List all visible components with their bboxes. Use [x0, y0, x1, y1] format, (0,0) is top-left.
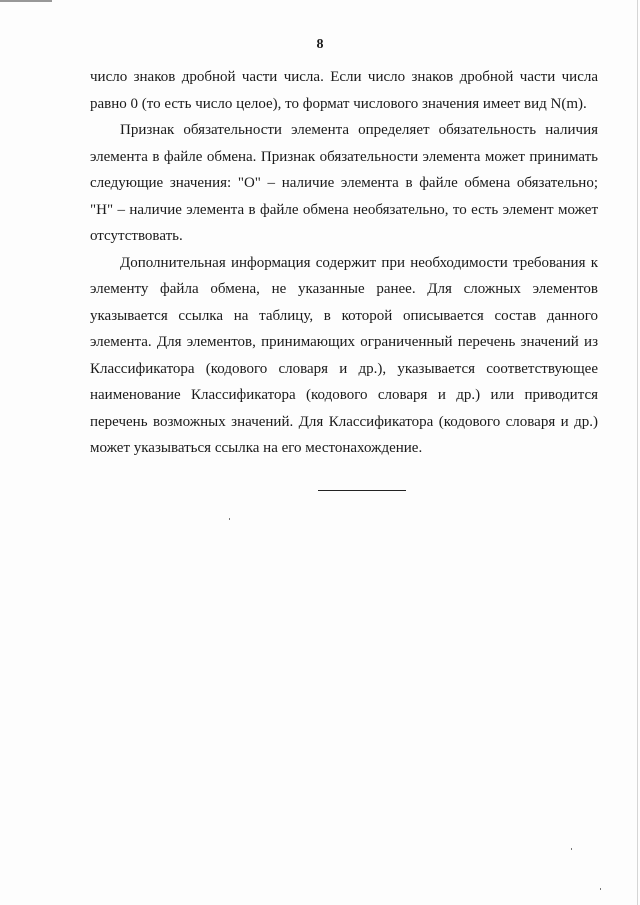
scan-edge-mark: [0, 0, 52, 2]
scan-speck: [600, 888, 601, 890]
paragraph-mandatory-attribute: Признак обязательности элемента определяет обязательность наличия элемента в файле обмена. Признак обязательности элемента может принимать следующие значения: "О" – наличие элемента в файле обмена обязательно; "Н" – наличие элемента в файле обмена необязательно, то есть элемент может отсутствовать.: [90, 122, 598, 244]
body-text: [90, 64, 598, 462]
paragraph-additional-info: Дополнительная информация содержит при необходимости требования к элементу файла обмена, не указанные ранее. Для сложных элементов указывается ссылка на таблицу, в которой описывается состав данного элемента. Для элементов, принимающих ограниченный перечень значений из Классификатора (кодового словаря и др.), указывается соответствующее наименование Классификатора (кодового словаря и др.) или приводится перечень возможных значений. Для Классификатора (кодового словаря и др.) может указываться ссылка на его местонахождение.: [90, 254, 598, 456]
scan-speck: [229, 518, 230, 520]
scan-speck: [571, 848, 572, 850]
end-divider-line: [318, 490, 406, 491]
scan-edge-line: [637, 0, 638, 905]
page-number: 8: [316, 37, 324, 52]
paragraph-continuation: число знаков дробной части числа. Если число знаков дробной части числа равно 0 (то есть число целое), то формат числового значения имеет вид N(m).: [90, 69, 598, 112]
